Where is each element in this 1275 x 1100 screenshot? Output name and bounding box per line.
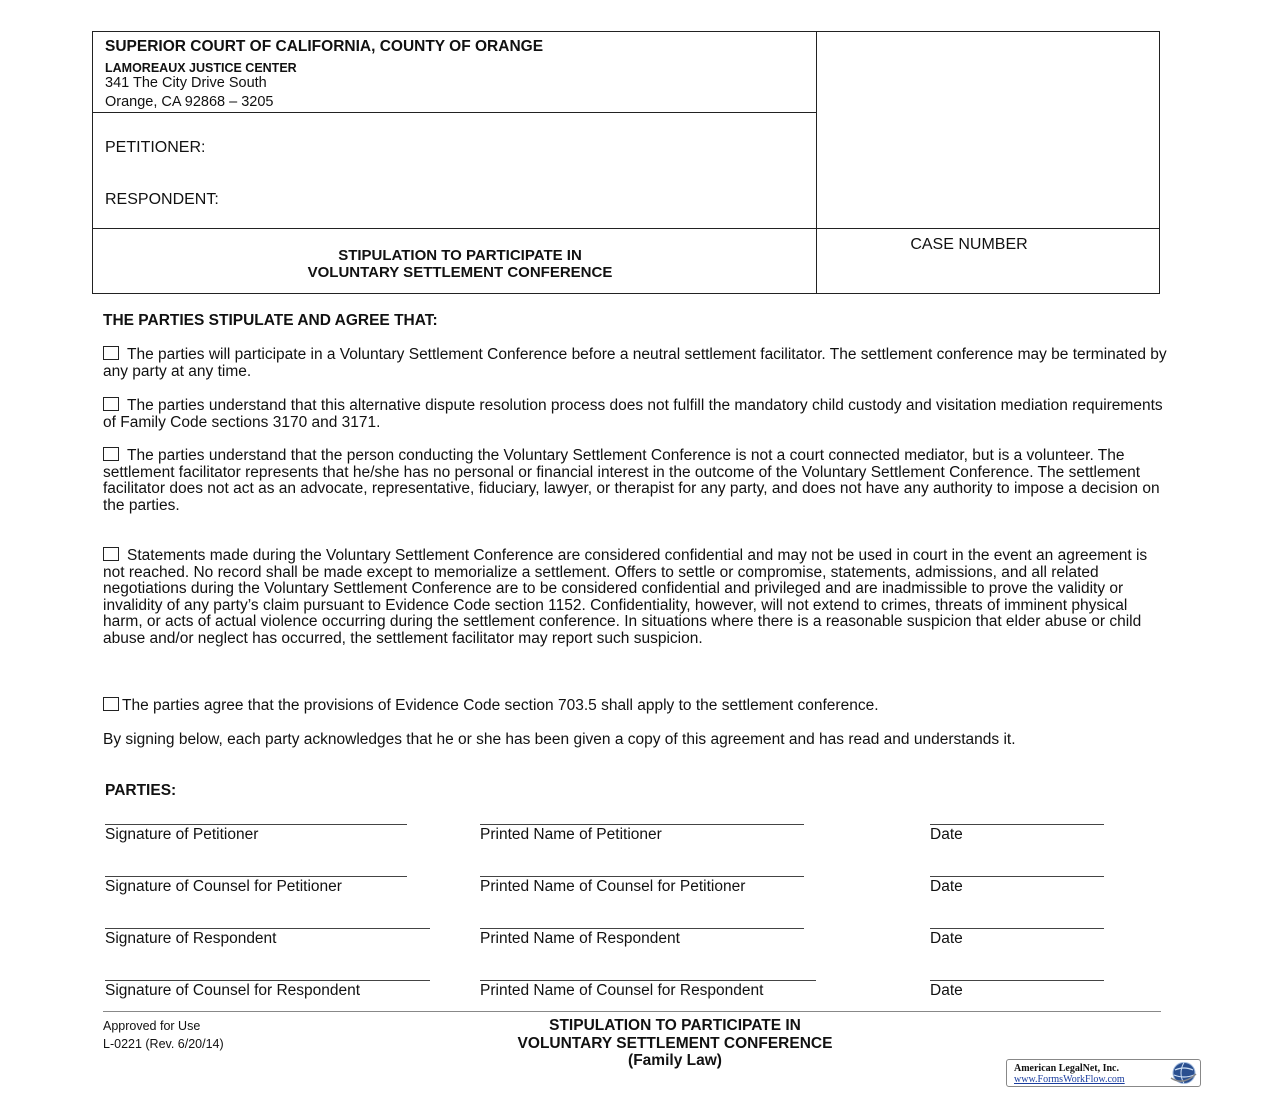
- stipulation-item-5: [103, 697, 1168, 715]
- stipulation-item-2-text: The parties understand that this alternative dispute resolution process does not fulfill the mandatory child custody and visitation mediation requirements of Family Code sections 3170 and 3171.: [103, 397, 1163, 431]
- signature-line-petitioner[interactable]: [105, 824, 407, 825]
- respondent-label: RESPONDENT:: [105, 191, 219, 208]
- date-label: Date: [930, 878, 963, 895]
- date-label: Date: [930, 826, 963, 843]
- logo-url-link[interactable]: www.FormsWorkFlow.com: [1014, 1074, 1125, 1085]
- printed-name-label: Printed Name of Petitioner: [480, 826, 662, 843]
- stipulation-item-5-text: The parties agree that the provisions of Evidence Code section 703.5 shall apply to the settlement conference.: [122, 697, 879, 714]
- printed-name-line-counsel-respondent[interactable]: [480, 980, 816, 981]
- footer-title-line1: STIPULATION TO PARTICIPATE IN: [549, 1017, 801, 1034]
- form-title: [92, 247, 828, 281]
- checkbox-item-3[interactable]: [103, 447, 119, 461]
- american-legalnet-logo[interactable]: [1006, 1059, 1201, 1087]
- stipulation-item-4: [103, 547, 1168, 648]
- logo-company-name: American LegalNet, Inc.: [1014, 1063, 1119, 1074]
- approved-for-use: Approved for Use: [103, 1019, 201, 1033]
- date-line-petitioner[interactable]: [930, 824, 1104, 825]
- court-address-line2: Orange, CA 92868 – 3205: [105, 94, 274, 110]
- printed-name-line-counsel-petitioner[interactable]: [480, 876, 804, 877]
- footer-title-line3: (Family Law): [628, 1052, 722, 1069]
- signature-line-counsel-petitioner[interactable]: [105, 876, 407, 877]
- globe-icon: [1169, 1061, 1197, 1085]
- date-line-counsel-respondent[interactable]: [930, 980, 1104, 981]
- stipulation-item-2: [103, 397, 1168, 431]
- stipulation-item-1: [103, 346, 1168, 380]
- stipulation-item-3: [103, 447, 1168, 514]
- caption-divider-court: [92, 112, 816, 113]
- stipulation-item-4-text: Statements made during the Voluntary Settlement Conference are considered confidential and may not be used in court in the event an agreement is not reached. No record shall be made except to memorialize a settlement. Offers to settle or compromise, statements, admissions, and all related negotiations during the Voluntary Settlement Conference are to be considered confidential and privileged and are inadmissible to prove the validity or invalidity of any party’s claim pursuant to Evidence Code section 1152. Confidentiality, however, will not extend to crimes, threats of imminent physical harm, or acts of actual violence occurring during the settlement conference. In situations where there is a reasonable suspicion that elder abuse or child abuse and/or neglect has occurred, the settlement facilitator may report such suspicion.: [103, 547, 1148, 647]
- signature-line-counsel-respondent[interactable]: [105, 980, 430, 981]
- checkbox-item-4[interactable]: [103, 547, 119, 561]
- caption-divider-title: [92, 228, 1160, 229]
- petitioner-label: PETITIONER:: [105, 139, 206, 156]
- stipulation-item-1-text: The parties will participate in a Voluntary Settlement Conference before a neutral settlement facilitator. The settlement conference may be terminated by any party at any time.: [103, 346, 1167, 380]
- printed-name-line-petitioner[interactable]: [480, 824, 804, 825]
- signature-label: Signature of Counsel for Respondent: [105, 982, 361, 999]
- checkbox-item-2[interactable]: [103, 397, 119, 411]
- form-title-line1: STIPULATION TO PARTICIPATE IN: [338, 247, 582, 264]
- footer-title: [390, 1017, 960, 1070]
- court-address-line1: 341 The City Drive South: [105, 75, 267, 91]
- court-center: LAMOREAUX JUSTICE CENTER: [105, 61, 297, 75]
- stipulation-heading: THE PARTIES STIPULATE AND AGREE THAT:: [103, 312, 438, 329]
- acknowledgment: By signing below, each party acknowledges that he or she has been given a copy of this agreement and has read and understands it.: [103, 731, 1016, 748]
- date-label: Date: [930, 930, 963, 947]
- signature-label: Signature of Petitioner: [105, 826, 259, 843]
- checkbox-item-5[interactable]: [103, 697, 119, 711]
- printed-name-label: Printed Name of Counsel for Petitioner: [480, 878, 746, 895]
- printed-name-label: Printed Name of Respondent: [480, 930, 680, 947]
- footer-title-line2: VOLUNTARY SETTLEMENT CONFERENCE: [517, 1034, 833, 1052]
- date-line-counsel-petitioner[interactable]: [930, 876, 1104, 877]
- signature-label: Signature of Respondent: [105, 930, 277, 947]
- footer-rule: [103, 1011, 1161, 1012]
- checkbox-item-1[interactable]: [103, 346, 119, 360]
- signature-label: Signature of Counsel for Petitioner: [105, 878, 342, 895]
- parties-heading: PARTIES:: [105, 782, 177, 799]
- date-label: Date: [930, 982, 963, 999]
- court-name: SUPERIOR COURT OF CALIFORNIA, COUNTY OF ORANGE: [105, 38, 544, 55]
- signature-line-respondent[interactable]: [105, 928, 430, 929]
- printed-name-line-respondent[interactable]: [480, 928, 804, 929]
- printed-name-label: Printed Name of Counsel for Respondent: [480, 982, 764, 999]
- case-number-label: CASE NUMBER: [910, 236, 1028, 253]
- stipulation-item-3-text: The parties understand that the person conducting the Voluntary Settlement Conference is not a court connected mediator, but is a volunteer. The settlement facilitator represents that he/she has no personal or financial interest in the outcome of the Voluntary Settlement Conference. The settlement facilitator does not act as an advocate, representative, fiduciary, lawyer, or therapist for any party, and does not have any authority to impose a decision on the parties.: [103, 447, 1160, 514]
- form-number: L-0221 (Rev. 6/20/14): [103, 1037, 224, 1051]
- date-line-respondent[interactable]: [930, 928, 1104, 929]
- form-title-line2: VOLUNTARY SETTLEMENT CONFERENCE: [307, 264, 613, 281]
